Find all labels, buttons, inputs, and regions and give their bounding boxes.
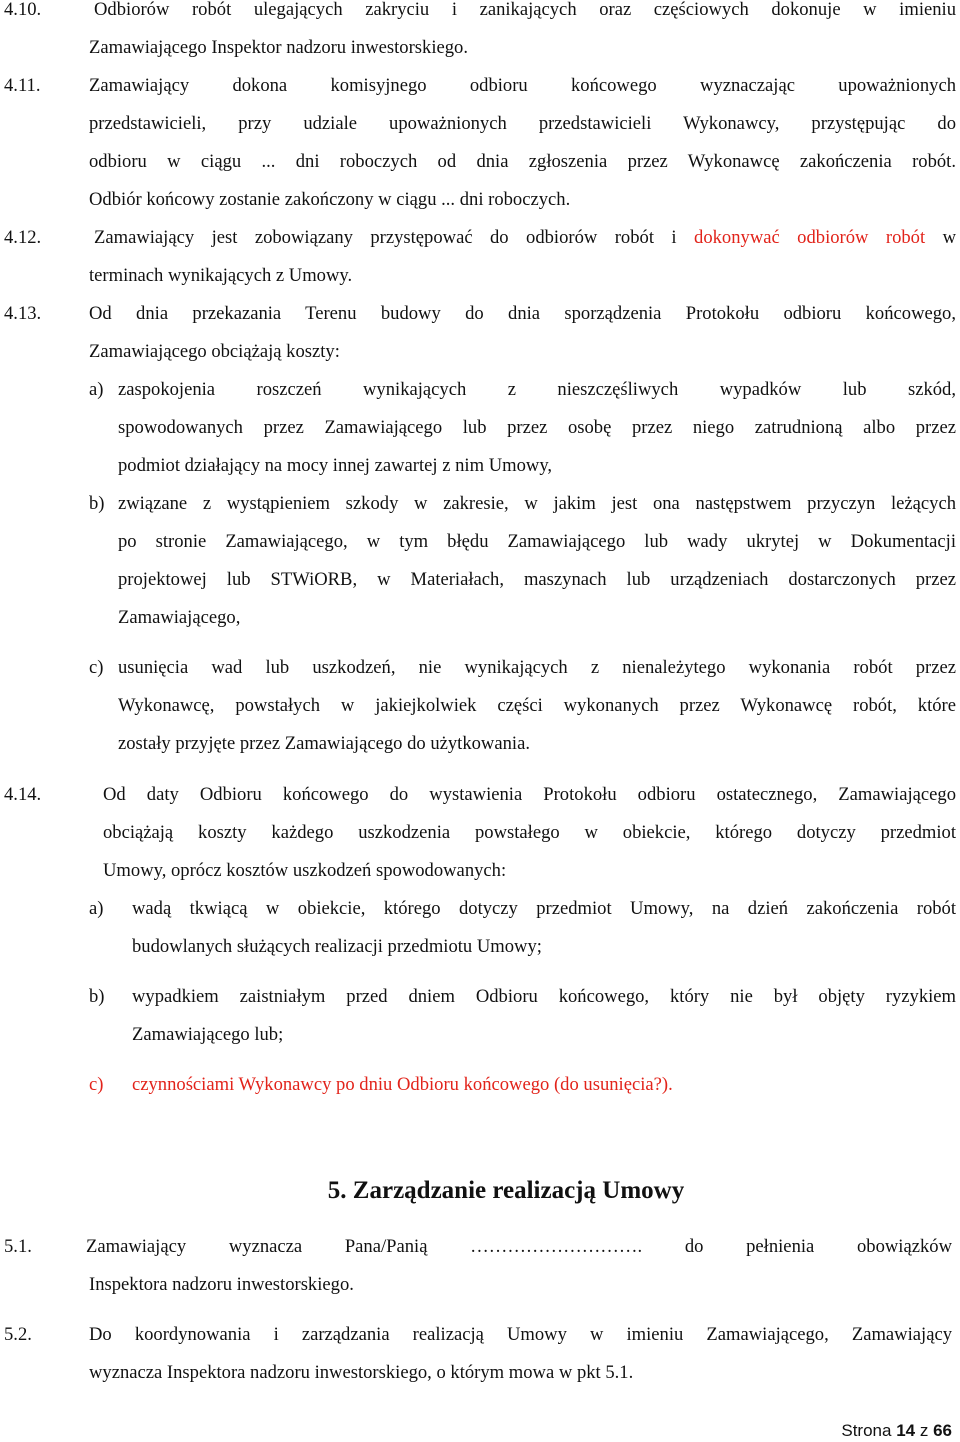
section-heading: 5. Zarządzanie realizacją Umowy (327, 1177, 685, 1204)
section-number: 4.13. (4, 303, 42, 324)
highlighted-text: czynnościami Wykonawcy po dniu Odbioru końcowego (do usunięcia?). (132, 1074, 673, 1095)
list-item-line: po stronie Zamawiającego, w tym błędu Zamawiającego lub wady ukrytej w Dokumentacji (118, 531, 956, 552)
highlighted-text: dokonywać odbiorów robót (694, 227, 926, 248)
paragraph-line: Zamawiający dokona komisyjnego odbioru końcowego wyznaczając upoważnionych (89, 75, 956, 96)
section-number: 4.14. (4, 784, 42, 805)
section-number: 5.1. (4, 1236, 32, 1257)
current-page-number: 14 (896, 1421, 916, 1440)
paragraph-line: Odbiorów robót ulegających zakryciu i zanikających oraz częściowych dokonuje w imieniu (94, 0, 956, 20)
paragraph-line: Zamawiającego obciążają koszty: (89, 341, 340, 362)
list-item-line: wypadkiem zaistniałym przed dniem Odbioru końcowego, który nie był objęty ryzykiem (132, 986, 956, 1007)
footer-label: Strona (841, 1421, 892, 1440)
paragraph-line: Do koordynowania i zarządzania realizacją Umowy w imieniu Zamawiającego, Zamawiający (89, 1324, 952, 1345)
section-number: 4.11. (4, 75, 41, 96)
list-item-line: zaspokojenia roszczeń wynikających z nieszczęśliwych wypadków lub szkód, (118, 379, 956, 400)
list-item-line: usunięcia wad lub uszkodzeń, nie wynikających z nienależytego wykonania robót przez (118, 657, 956, 678)
paragraph-line: obciążają koszty każdego uszkodzenia powstałego w obiekcie, którego dotyczy przedmiot (103, 822, 956, 843)
list-item-line: budowlanych służących realizacji przedmiotu Umowy; (132, 936, 542, 957)
section-number: 4.12. (4, 227, 42, 248)
paragraph-line: Odbiór końcowy zostanie zakończony w ciągu ... dni roboczych. (89, 189, 571, 210)
paragraph-line (94, 226, 956, 250)
list-item-line: podmiot działający na mocy innej zawartej z nim Umowy, (118, 455, 553, 476)
list-item-line: związane z wystąpieniem szkody w zakresie, w jakim jest ona następstwem przyczyn leżących (118, 493, 956, 514)
list-item-line: projektowej lub STWiORB, w Materiałach, maszynach lub urządzeniach dostarczonych przez (118, 569, 956, 590)
list-marker: a) (89, 379, 104, 400)
section-number: 5.2. (4, 1324, 32, 1345)
list-item-line: zostały przyjęte przez Zamawiającego do użytkowania. (118, 733, 530, 754)
paragraph-line: wyznacza Inspektora nadzoru inwestorskiego, o którym mowa w pkt 5.1. (89, 1362, 634, 1383)
paragraph-line: przedstawicieli, przy udziale upoważnionych przedstawicieli Wykonawcy, przystępując do (89, 113, 956, 134)
paragraph-line: Zamawiającego Inspektor nadzoru inwestorskiego. (89, 37, 468, 58)
text-run: w (925, 227, 957, 248)
list-marker: c) (89, 657, 104, 678)
page-footer (841, 1421, 952, 1441)
section-number: 4.10. (4, 0, 42, 20)
footer-separator: z (919, 1421, 929, 1440)
paragraph-line: Zamawiający wyznacza Pana/Panią ………………………. do pełnienia obowiązków (86, 1236, 952, 1257)
paragraph-line: Inspektora nadzoru inwestorskiego. (89, 1274, 354, 1295)
list-item-line: wadą tkwiącą w obiekcie, którego dotyczy przedmiot Umowy, na dzień zakończenia robót (132, 898, 956, 919)
list-item-line: Wykonawcę, powstałych w jakiejkolwiek części wykonanych przez Wykonawcę robót, które (118, 695, 956, 716)
paragraph-line: Umowy, oprócz kosztów uszkodzeń spowodowanych: (103, 860, 507, 881)
paragraph-line: Od dnia przekazania Terenu budowy do dnia sporządzenia Protokołu odbioru końcowego, (89, 303, 956, 324)
paragraph-line: Od daty Odbioru końcowego do wystawienia Protokołu odbioru ostatecznego, Zamawiającego (103, 784, 956, 805)
list-item-line: Zamawiającego lub; (132, 1024, 284, 1045)
paragraph-line: odbioru w ciągu ... dni roboczych od dnia zgłoszenia przez Wykonawcę zakończenia robót. (89, 151, 956, 172)
list-marker: a) (89, 898, 104, 919)
paragraph-line: terminach wynikających z Umowy. (89, 265, 353, 286)
text-run: Zamawiający jest zobowiązany przystępować do odbiorów robót i (94, 227, 695, 248)
total-pages: 66 (933, 1421, 952, 1440)
list-marker: c) (89, 1074, 104, 1095)
list-item-line: spowodowanych przez Zamawiającego lub przez osobę przez niego zatrudnioną albo przez (118, 417, 956, 438)
list-marker: b) (89, 493, 105, 514)
list-marker: b) (89, 986, 105, 1007)
list-item-line: Zamawiającego, (118, 607, 241, 628)
